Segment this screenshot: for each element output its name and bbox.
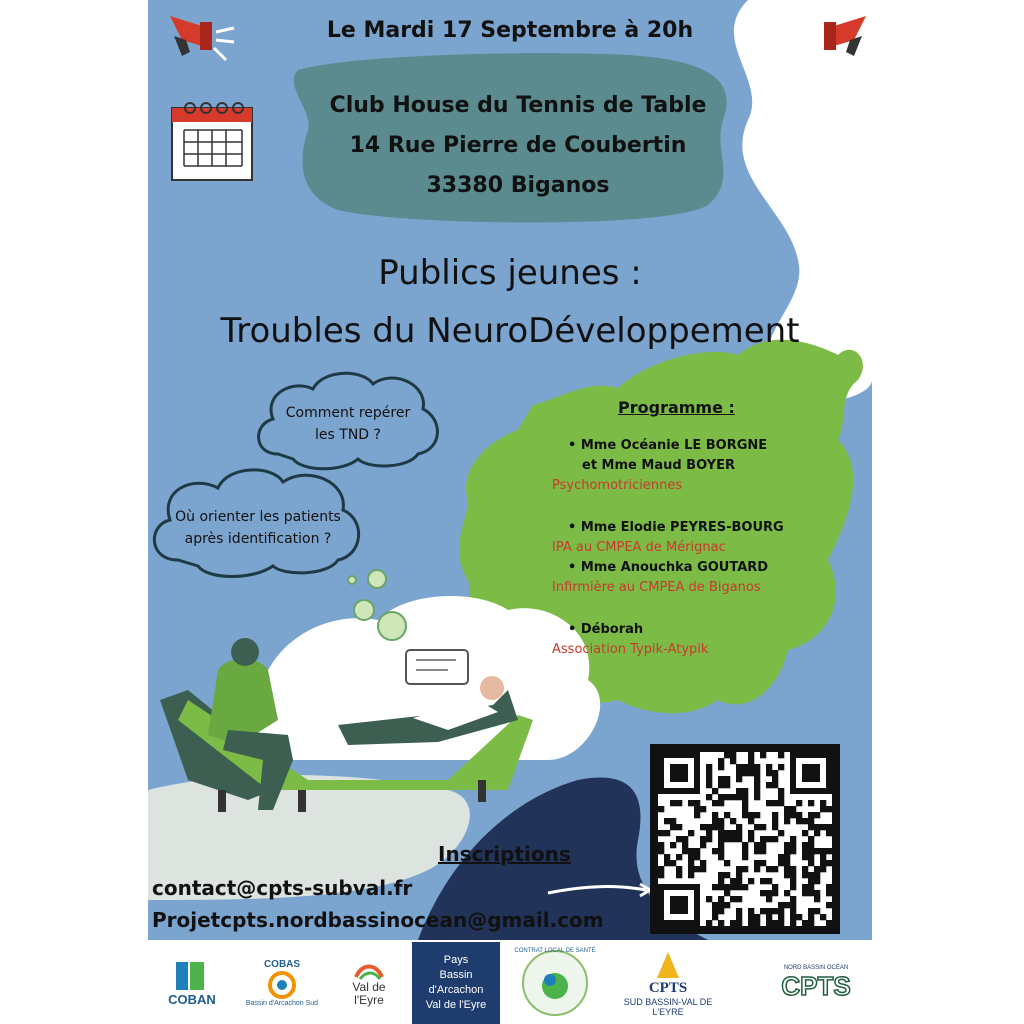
programme-item-4: • Déborah Association Typik-Atypik (552, 622, 709, 657)
cls-logo-icon (520, 948, 590, 1018)
logo-coban: COBAN (148, 942, 236, 1024)
calendar-icon (166, 98, 258, 184)
coban-logo-icon (172, 960, 212, 992)
val-de-leyre-logo-icon (354, 959, 384, 981)
logo-val-de-leyre: Val de l'Eyre (332, 942, 406, 1024)
partner-logos-bar (148, 942, 872, 1024)
title-line-2: Troubles du NeuroDéveloppement (220, 311, 800, 351)
venue-line-3: 33380 Biganos (426, 173, 610, 198)
contact-email-2[interactable]: Projetcpts.nordbassinocean@gmail.com (152, 908, 604, 932)
programme-heading: Programme : (618, 398, 735, 417)
cloud-question-1: Comment repérer les TND ? (285, 405, 411, 443)
venue-address (298, 86, 738, 206)
logo-contrat-local-sante: CONTRAT LOCAL DE SANTÉ (510, 942, 600, 1024)
event-title (148, 244, 872, 360)
cobas-logo-icon (265, 970, 299, 1000)
cloud-question-2: Où orienter les patients après identification ? (175, 509, 341, 547)
qr-code-icon (658, 752, 832, 926)
programme-item-1: • Mme Océanie LE BORGNE et Mme Maud BOYER Psychomotriciennes (552, 438, 768, 493)
registration-heading: Inscriptions (438, 842, 571, 866)
registration-qr-code[interactable] (650, 744, 840, 934)
programme-item-2: • Mme Elodie PEYRES-BOURG IPA au CMPEA de Mérignac (552, 520, 784, 555)
cpts-sud-logo-icon (653, 950, 683, 980)
programme-item-3: • Mme Anouchka GOUTARD Infirmière au CMPEA de Biganos (552, 560, 769, 595)
event-poster (148, 0, 872, 940)
logo-cpts-nord: NORD BASSIN OCÉAN CPTS (781, 964, 851, 1001)
programme-list (552, 436, 784, 660)
title-line-1: Publics jeunes : (378, 253, 642, 293)
logo-cobas: COBAS Bassin d'Arcachon Sud (245, 959, 319, 1007)
event-date: Le Mardi 17 Septembre à 20h (326, 18, 694, 43)
logo-cpts-sud: CPTS SUD BASSIN-VAL DE L'EYRE (608, 942, 728, 1024)
contact-email-1[interactable]: contact@cpts-subval.fr (152, 876, 413, 900)
venue-line-2: 14 Rue Pierre de Coubertin (349, 133, 687, 158)
logo-pays-bassin: Pays Bassin d'Arcachon Val de l'Eyre (412, 942, 500, 1024)
venue-line-1: Club House du Tennis de Table (329, 93, 707, 118)
